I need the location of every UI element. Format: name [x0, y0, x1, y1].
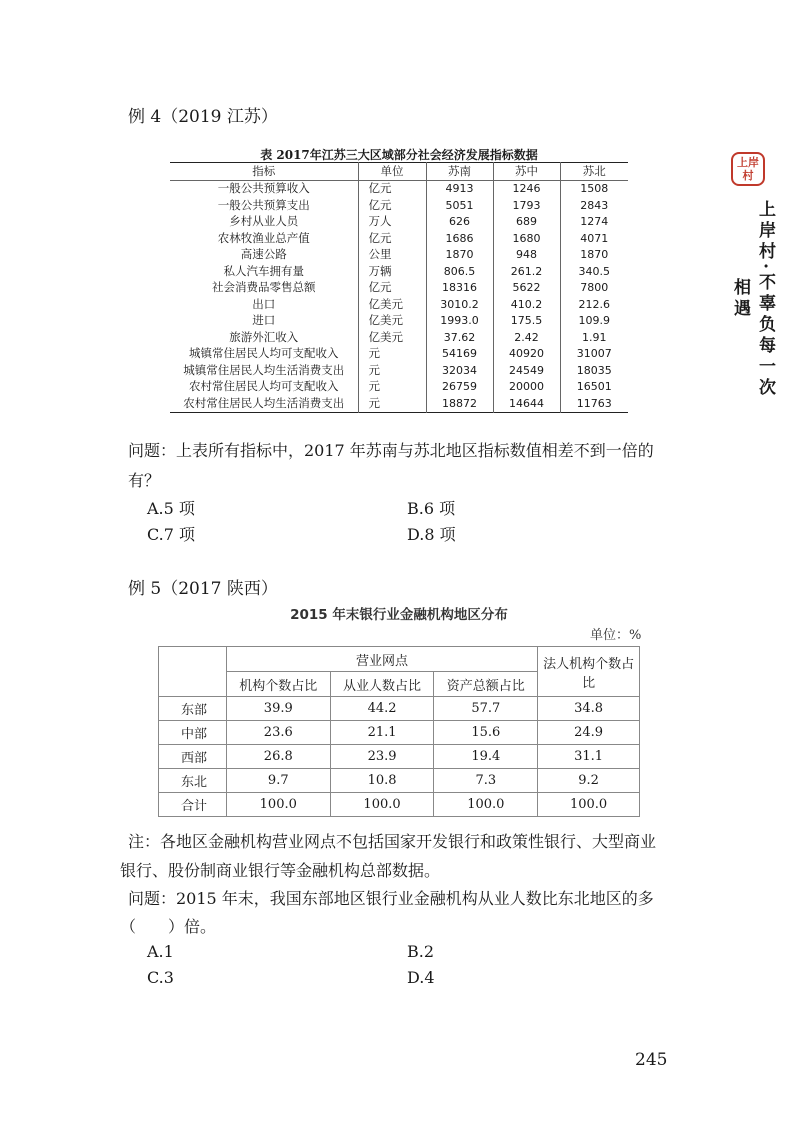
table-cell: 18035 — [560, 362, 628, 379]
table-cell: 44.2 — [330, 697, 434, 721]
table-cell: 农村常住居民人均可支配收入 — [189, 379, 339, 394]
header-cell: 指标 — [170, 163, 358, 181]
table-cell: 1680 — [493, 230, 560, 247]
brand-slogan: 上岸村·不辜负每一次相遇 — [730, 199, 775, 399]
table-cell: 元 — [358, 362, 426, 379]
table-cell: 32034 — [426, 362, 493, 379]
table-cell: 4913 — [426, 180, 493, 197]
table-cell: 5051 — [426, 197, 493, 214]
table-cell: 中部 — [159, 721, 227, 745]
example-5-option-b: B.2 — [407, 942, 435, 961]
example-5-option-a: A.1 — [147, 942, 174, 961]
table-cell: 31007 — [560, 346, 628, 363]
table-row — [159, 745, 640, 769]
example-5-question-line-2: （ ）倍。 — [120, 917, 217, 936]
table-row — [170, 247, 628, 264]
table-cell: 私人汽车拥有量 — [223, 263, 304, 278]
table-cell: 高速公路 — [240, 247, 287, 262]
seal-text-bottom: 村 — [742, 169, 754, 182]
bank-distribution-table — [158, 646, 640, 817]
sidebar-brand — [728, 152, 775, 404]
table-cell: 15.6 — [434, 721, 538, 745]
table-cell: 100.0 — [330, 793, 434, 817]
table-cell: 4071 — [560, 230, 628, 247]
table-row — [170, 346, 628, 363]
example-5-question-line-1: 问题：2015 年末，我国东部地区银行业金融机构从业人数比东北地区的多 — [128, 889, 654, 908]
table-cell: 西部 — [159, 745, 227, 769]
table-cell: 31.1 — [538, 745, 640, 769]
table-cell: 1793 — [493, 197, 560, 214]
table-cell: 一般公共预算支出 — [217, 197, 310, 212]
example-4-title: 例 4（2019 江苏） — [128, 107, 278, 127]
table-row — [170, 395, 628, 412]
table-cell: 进口 — [252, 313, 276, 328]
table-cell: 亿元 — [358, 180, 426, 197]
table-cell: 城镇常住居民人均生活消费支出 — [183, 362, 345, 377]
table-cell: 18872 — [426, 395, 493, 412]
example-4-question-line-1: 问题：上表所有指标中，2017 年苏南与苏北地区指标数值相差不到一倍的 — [128, 441, 654, 460]
table-cell: 24.9 — [538, 721, 640, 745]
table-row — [170, 296, 628, 313]
table-cell: 10.8 — [330, 769, 434, 793]
table-cell: 社会消费品零售总额 — [212, 280, 316, 295]
table-row — [159, 697, 640, 721]
table-cell: 亿美元 — [358, 329, 426, 346]
example-4-option-d: D.8 项 — [407, 525, 456, 544]
table-cell: 7.3 — [434, 769, 538, 793]
table-cell: 23.6 — [226, 721, 330, 745]
example-5-option-d: D.4 — [407, 968, 435, 987]
table-cell: 合计 — [159, 793, 227, 817]
header-corner-cell — [159, 647, 227, 697]
example-5-option-c: C.3 — [147, 968, 174, 987]
table-2-title: 2015 年末银行业金融机构地区分布 — [290, 607, 508, 623]
table-cell: 3010.2 — [426, 296, 493, 313]
subheader-cell: 从业人数占比 — [330, 672, 434, 697]
table-cell: 1686 — [426, 230, 493, 247]
table-cell: 亿美元 — [358, 296, 426, 313]
table-cell: 26.8 — [226, 745, 330, 769]
header-group-cell: 营业网点 — [226, 647, 537, 672]
table-cell: 东部 — [159, 697, 227, 721]
table-cell: 东北 — [159, 769, 227, 793]
table-cell: 2.42 — [493, 329, 560, 346]
note-line-1: 注：各地区金融机构营业网点不包括国家开发银行和政策性银行、大型商业 — [128, 832, 657, 851]
table-cell: 城镇常住居民人均可支配收入 — [189, 346, 339, 361]
table-row — [170, 230, 628, 247]
table-header-row — [159, 647, 640, 672]
table-cell: 公里 — [358, 247, 426, 264]
table-cell: 100.0 — [538, 793, 640, 817]
note-line-2: 银行、股份制商业银行等金融机构总部数据。 — [120, 861, 441, 880]
table-cell: 689 — [493, 214, 560, 231]
seal-text-top: 上岸 — [737, 156, 759, 169]
table-cell: 亿元 — [358, 280, 426, 297]
table-cell: 9.2 — [538, 769, 640, 793]
table-cell: 18316 — [426, 280, 493, 297]
table-cell: 410.2 — [493, 296, 560, 313]
table-row — [170, 329, 628, 346]
table-2-unit: 单位：% — [590, 628, 642, 643]
table-cell: 54169 — [426, 346, 493, 363]
table-cell: 出口 — [252, 296, 276, 311]
table-cell: 100.0 — [434, 793, 538, 817]
header-cell: 苏北 — [560, 163, 628, 181]
table-cell: 旅游外汇收入 — [229, 329, 299, 344]
table-cell: 261.2 — [493, 263, 560, 280]
jiangsu-indicator-table — [170, 162, 628, 413]
table-cell: 806.5 — [426, 263, 493, 280]
header-cell: 法人机构个数占比 — [538, 647, 640, 697]
table-cell: 34.8 — [538, 697, 640, 721]
table-cell: 7800 — [560, 280, 628, 297]
table-cell: 1.91 — [560, 329, 628, 346]
table-1-caption: 表 2017年江苏三大区域部分社会经济发展指标数据 — [260, 148, 538, 162]
table-cell: 5622 — [493, 280, 560, 297]
example-4-option-b: B.6 项 — [407, 499, 456, 518]
subheader-cell: 机构个数占比 — [226, 672, 330, 697]
table-cell: 1993.0 — [426, 313, 493, 330]
example-4-option-a: A.5 项 — [147, 499, 195, 518]
table-cell: 一般公共预算收入 — [217, 181, 310, 196]
table-cell: 109.9 — [560, 313, 628, 330]
table-header-row — [170, 163, 628, 181]
example-5-title: 例 5（2017 陕西） — [128, 579, 278, 599]
table-cell: 16501 — [560, 379, 628, 396]
table-cell: 19.4 — [434, 745, 538, 769]
example-4-question-line-2: 有？ — [128, 471, 161, 490]
table-cell: 2843 — [560, 197, 628, 214]
table-cell: 21.1 — [330, 721, 434, 745]
table-cell: 亿元 — [358, 230, 426, 247]
table-row — [170, 180, 628, 197]
table-cell: 948 — [493, 247, 560, 264]
header-cell: 苏南 — [426, 163, 493, 181]
brand-seal-icon — [731, 152, 765, 186]
table-cell: 农林牧渔业总产值 — [217, 230, 310, 245]
table-cell: 26759 — [426, 379, 493, 396]
table-cell: 39.9 — [226, 697, 330, 721]
page-number: 245 — [635, 1050, 668, 1070]
table-cell: 农村常住居民人均生活消费支出 — [183, 395, 345, 410]
table-row — [170, 280, 628, 297]
header-cell: 单位 — [358, 163, 426, 181]
table-cell: 20000 — [493, 379, 560, 396]
example-4-option-c: C.7 项 — [147, 525, 196, 544]
table-row — [159, 769, 640, 793]
table-cell: 乡村从业人员 — [229, 214, 299, 229]
table-cell: 14644 — [493, 395, 560, 412]
table-row — [159, 793, 640, 817]
table-cell: 9.7 — [226, 769, 330, 793]
table-cell: 23.9 — [330, 745, 434, 769]
subheader-cell: 资产总额占比 — [434, 672, 538, 697]
table-cell: 40920 — [493, 346, 560, 363]
table-cell: 1870 — [426, 247, 493, 264]
table-cell: 万辆 — [358, 263, 426, 280]
table-cell: 11763 — [560, 395, 628, 412]
table-cell: 37.62 — [426, 329, 493, 346]
table-row — [159, 721, 640, 745]
table-row — [170, 197, 628, 214]
table-cell: 212.6 — [560, 296, 628, 313]
table-cell: 1274 — [560, 214, 628, 231]
header-cell: 苏中 — [493, 163, 560, 181]
table-row — [170, 263, 628, 280]
table-row — [170, 313, 628, 330]
table-cell: 626 — [426, 214, 493, 231]
table-cell: 1508 — [560, 180, 628, 197]
table-cell: 1870 — [560, 247, 628, 264]
table-cell: 元 — [358, 346, 426, 363]
table-cell: 亿美元 — [358, 313, 426, 330]
table-row — [170, 214, 628, 231]
table-cell: 24549 — [493, 362, 560, 379]
table-row — [170, 362, 628, 379]
table-cell: 100.0 — [226, 793, 330, 817]
table-cell: 1246 — [493, 180, 560, 197]
table-cell: 亿元 — [358, 197, 426, 214]
table-cell: 元 — [358, 379, 426, 396]
table-cell: 万人 — [358, 214, 426, 231]
table-cell: 175.5 — [493, 313, 560, 330]
table-cell: 元 — [358, 395, 426, 412]
table-row — [170, 379, 628, 396]
table-cell: 340.5 — [560, 263, 628, 280]
table-cell: 57.7 — [434, 697, 538, 721]
